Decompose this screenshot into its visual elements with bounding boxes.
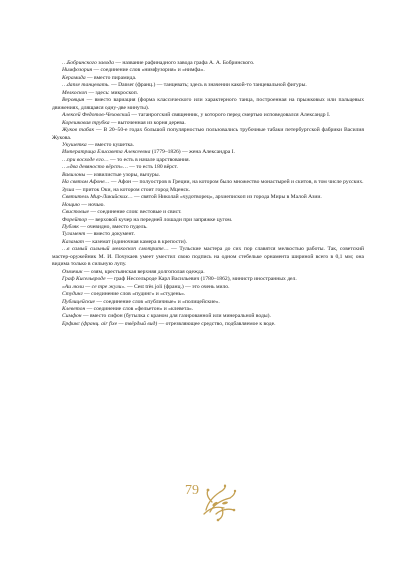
footnote-term: На святом Афоне… bbox=[62, 179, 110, 186]
footnote-text: — озям, крестьянская верхняя долгополая одежда. bbox=[82, 268, 205, 275]
footnote-term: …Бобринского завода bbox=[62, 60, 114, 66]
footnote-entry bbox=[52, 291, 364, 298]
footnote-text: — Тульские мастера до сих пор славятся мелкостью работы. Так, советский мастер-оружейник М. И. Почукаев умеет уместил свою подпись на одном стебельке орнамента шириной всего в 0,1 мм; она видима только в сильную лупу. bbox=[52, 246, 364, 268]
footnote-entry bbox=[52, 67, 364, 74]
footnote-text: — отрезвляющее средство, подбавляемое к воде. bbox=[157, 320, 276, 327]
footnote-text: — верховой кучер на передней лошади при запряжке цугом. bbox=[87, 216, 233, 223]
footnote-text: — святой Николай «чудотворец», архиепископ из города Миры в Малой Азии. bbox=[132, 194, 322, 201]
footnote-term: Казамат bbox=[62, 238, 84, 245]
footnote-term: Корешковая трубка bbox=[62, 119, 110, 126]
footnote-text: — очевидно, вместо пудель. bbox=[78, 223, 148, 230]
footnote-term: Жуков табак bbox=[62, 127, 95, 134]
footnote-text: — Danser (франц.) — танцевать; здесь в значении какой-то танцевальной фигуры. bbox=[109, 82, 307, 89]
footnote-term: Мелкоскоп bbox=[62, 89, 88, 96]
footnote-term: Вавилоны bbox=[62, 171, 86, 178]
footnote-term: Императрица Елисавета Алексеевна bbox=[62, 149, 151, 156]
footnote-term: Керамида bbox=[62, 74, 86, 81]
floral-ornament-icon bbox=[198, 484, 238, 524]
footnote-term: …в самый сильный мелкоскоп смотрите… bbox=[62, 246, 169, 253]
footnote-term: Клеветон bbox=[62, 305, 86, 312]
footnote-entry bbox=[52, 246, 364, 268]
footnote-term: Укушетка bbox=[62, 141, 87, 148]
footnote-entry bbox=[52, 112, 364, 119]
footnote-entry bbox=[52, 202, 364, 209]
footnote-text: — ночью. bbox=[79, 201, 105, 208]
footnote-term: Святитель Мир-Ликийских… bbox=[62, 194, 133, 201]
footnote-term: Симфон bbox=[62, 313, 82, 320]
footnote-entry bbox=[52, 194, 364, 201]
footnote-text: — вместо документ. bbox=[85, 231, 135, 238]
footnote-text: — то есть 180 вёрст. bbox=[127, 164, 178, 171]
footnote-text: — соединение слов: вестовые и свист. bbox=[88, 209, 182, 216]
footnote-text: — соединение слов «публичные» и «полицейские». bbox=[95, 298, 220, 305]
footnote-text: — Cest très joli (франц.) — это очень мило. bbox=[125, 283, 230, 290]
footnote-term: …при восходе его… bbox=[62, 156, 109, 163]
footnote-entry bbox=[52, 179, 364, 186]
footnote-entry bbox=[52, 217, 364, 224]
footnote-text: — извилистые узоры, вычуры. bbox=[85, 171, 160, 178]
footnote-term: Озямчик bbox=[62, 268, 83, 275]
footnote-text: — В 20–50-е годах большой популярностью пользовались трубочные табаки петербургской фабрики Василия Жукова. bbox=[52, 127, 364, 141]
footnote-term: «Аи люли — се тре жули». bbox=[62, 283, 126, 290]
page-number: 79 bbox=[185, 483, 199, 498]
footnote-term: Нощию bbox=[62, 201, 80, 208]
footnote-text: — соединение слов «нимфузория» и «нимфа». bbox=[92, 67, 205, 74]
footnote-term: Форейтор bbox=[62, 216, 88, 223]
footnote-text: — Афон — полуостров в Греции, на котором было множество монастырей и скитов, в том числе русских. bbox=[109, 179, 364, 186]
footnote-entry bbox=[52, 127, 364, 142]
notes-column bbox=[52, 60, 364, 328]
footnote-term: Верояция bbox=[62, 97, 85, 104]
footnote-text: — приток Оки, на котором стоит город Мценск. bbox=[74, 186, 191, 193]
footnote-text: — таганрогский священник, у которого перед смертью исповедовался Александр I. bbox=[130, 112, 331, 119]
footnote-entry bbox=[52, 209, 364, 216]
footnote-text: (1779–1826) — жена Александра I. bbox=[150, 149, 235, 156]
footnote-text: — каземат (одиночная камера в крепости). bbox=[83, 238, 187, 245]
footnote-text: — вместо сифон (бутылка с краном для газированной или минеральной воды). bbox=[81, 313, 271, 320]
footnote-text: — граф Нессельроде Карл Васильевич (1780–1862), министр иностранных дел. bbox=[105, 276, 297, 283]
footnote-entry bbox=[52, 120, 364, 127]
footnote-term: Нимфозория bbox=[62, 67, 93, 74]
footnote-entry bbox=[52, 321, 364, 328]
footnote-text: — соединение слов «фельетон» и «клевета». bbox=[85, 305, 194, 312]
footnote-term: Тугамент bbox=[62, 231, 86, 238]
footnote-text: — соединение слов «пудинг» и «студень». bbox=[82, 291, 186, 298]
footnote-term: Алексей Федотов-Чеховский bbox=[62, 112, 131, 119]
footnote-entry bbox=[52, 149, 364, 156]
footnote-text: — выточенная из корня дерева. bbox=[109, 119, 186, 126]
footnote-term: …danse танцевать. bbox=[62, 82, 110, 89]
footnote-text: — здесь: микроскоп. bbox=[87, 89, 139, 96]
footnote-term: Публяк bbox=[62, 223, 79, 230]
footnote-term: Граф Кисельвроде bbox=[62, 276, 106, 283]
footnote-entry bbox=[52, 82, 364, 89]
footnote-term: Свистовые bbox=[62, 209, 89, 216]
page-footer bbox=[0, 480, 416, 530]
footnote-text: — то есть в начале царствования. bbox=[108, 156, 190, 163]
footnote-term: Ерфикс (франц. air fixe — твёрдый вид) bbox=[62, 320, 158, 327]
footnote-entry bbox=[52, 224, 364, 231]
footnote-entry bbox=[52, 164, 364, 171]
footnote-entry bbox=[52, 299, 364, 306]
footnote-term: Студинг bbox=[62, 291, 83, 298]
footnote-entry bbox=[52, 313, 364, 320]
footnote-entry bbox=[52, 97, 364, 112]
footnote-entry bbox=[52, 276, 364, 283]
footnote-entry bbox=[52, 284, 364, 291]
footnote-text: — название рафинадного завода графа А. А. Бобринского. bbox=[113, 60, 255, 66]
footnote-text: — вместо вариация (форма классического или характерного танца, построенная на прыжковых или пальцевых движениях, длящаяся одну-две минуты). bbox=[52, 97, 364, 111]
footnote-text: — вместо пирамида. bbox=[85, 74, 137, 81]
footnote-term: Публицейские bbox=[62, 298, 96, 305]
footnote-entry bbox=[52, 231, 364, 238]
footnote-text: — вместо кушетка. bbox=[86, 141, 135, 148]
footnote-term: Зуша bbox=[62, 186, 75, 193]
footnote-term: …«два девяносто вёрст»… bbox=[62, 164, 128, 171]
